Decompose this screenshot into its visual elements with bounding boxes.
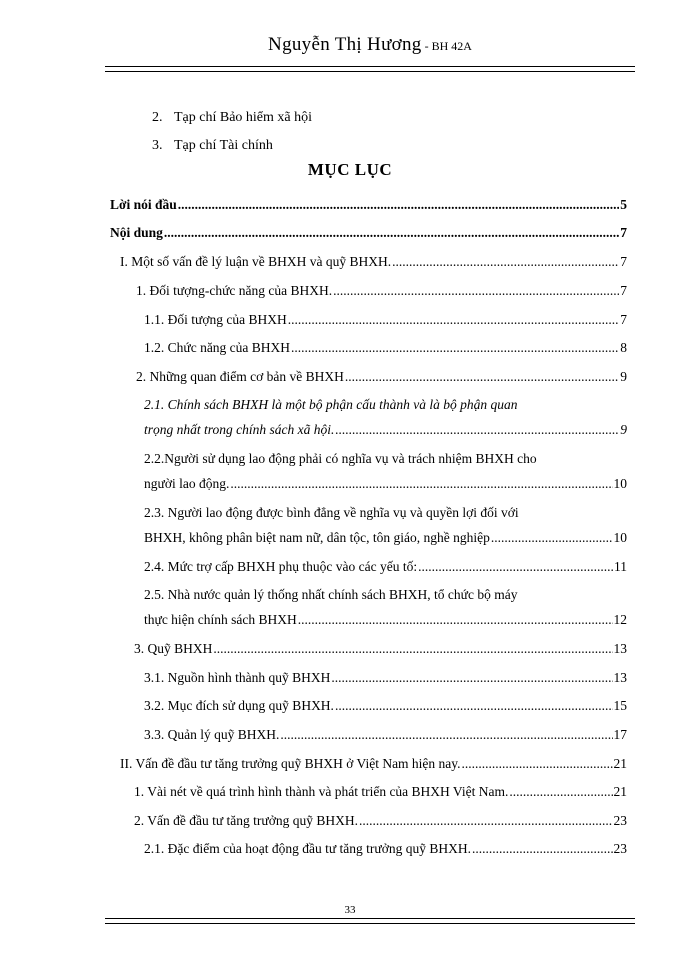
page-number: 33 bbox=[344, 904, 356, 916]
toc-entry[interactable]: 1.2. Chức năng của BHXH ..... 8 bbox=[144, 339, 627, 357]
toc-entry[interactable]: 3. Quỹ BHXH ..... 13 bbox=[134, 640, 627, 658]
header-rule bbox=[105, 66, 635, 72]
reference-item: 3. Tạp chí Tài chính bbox=[152, 138, 273, 153]
toc-entry-line[interactable]: 2.5. Nhà nước quản lý thống nhất chính sách BHXH, tổ chức bộ máy bbox=[144, 587, 518, 602]
toc-entry[interactable]: 1. Đối tượng-chức năng của BHXH. ..... 7 bbox=[136, 282, 627, 300]
toc-entry[interactable]: 1. Vài nét về quá trình hình thành và phát triển của BHXH Việt Nam. ..... 21 bbox=[134, 783, 627, 801]
toc-entry[interactable]: 3.1. Nguồn hình thành quỹ BHXH ..... 13 bbox=[144, 669, 627, 687]
toc-entry[interactable]: 2. Vấn đề đầu tư tăng trưởng quỹ BHXH. ..... 23 bbox=[134, 812, 627, 830]
toc-entry[interactable]: Lời nói đầu ..... 5 bbox=[110, 196, 627, 214]
toc-entry[interactable]: 3.3. Quản lý quỹ BHXH. ..... 17 bbox=[144, 726, 627, 744]
reference-item: 2. Tạp chí Bảo hiểm xã hội bbox=[152, 110, 313, 125]
toc-entry-line[interactable]: 2.1. Chính sách BHXH là một bộ phận cấu thành và là bộ phận quan bbox=[144, 397, 518, 412]
toc-entry[interactable]: 3.2. Mục đích sử dụng quỹ BHXH. ..... 15 bbox=[144, 697, 627, 715]
toc-entry[interactable]: trọng nhất trong chính sách xã hội. ..... 9 bbox=[144, 421, 627, 439]
toc-entry[interactable]: I. Một số vấn đề lý luận về BHXH và quỹ BHXH. ..... 7 bbox=[120, 253, 627, 271]
toc-entry[interactable]: 1.1. Đối tượng của BHXH ..... 7 bbox=[144, 311, 627, 329]
reference-list bbox=[152, 108, 312, 164]
footer-rule bbox=[105, 918, 635, 924]
page-header bbox=[105, 34, 635, 56]
toc-title: MỤC LỤC bbox=[307, 160, 393, 179]
toc-entry[interactable]: Nội dung ..... 7 bbox=[110, 224, 627, 242]
toc-entry[interactable]: BHXH, không phân biệt nam nữ, dân tộc, tôn giáo, nghề nghiệp ..... 10 bbox=[144, 529, 627, 547]
header-class: - BH 42A bbox=[421, 39, 472, 53]
toc-entry-line[interactable]: 2.2.Người sử dụng lao động phải có nghĩa vụ và trách nhiệm BHXH cho bbox=[144, 451, 537, 466]
toc-entry[interactable]: II. Vấn đề đầu tư tăng trưởng quỹ BHXH ở Việt Nam hiện nay. ..... 21 bbox=[120, 755, 627, 773]
toc-entry[interactable]: người lao động. ..... 10 bbox=[144, 475, 627, 493]
toc-entry[interactable]: 2.4. Mức trợ cấp BHXH phụ thuộc vào các yếu tố: ..... 11 bbox=[144, 558, 627, 576]
toc-entry[interactable]: thực hiện chính sách BHXH ..... 12 bbox=[144, 611, 627, 629]
header-author: Nguyễn Thị Hương bbox=[268, 34, 422, 55]
toc-entry-line[interactable]: 2.3. Người lao động được bình đẳng về nghĩa vụ và quyền lợi đối với bbox=[144, 505, 519, 520]
toc-entry[interactable]: 2.1. Đặc điểm của hoạt động đầu tư tăng trưởng quỹ BHXH. ..... 23 bbox=[144, 840, 627, 858]
toc-entry[interactable]: 2. Những quan điểm cơ bản về BHXH ..... 9 bbox=[136, 368, 627, 386]
